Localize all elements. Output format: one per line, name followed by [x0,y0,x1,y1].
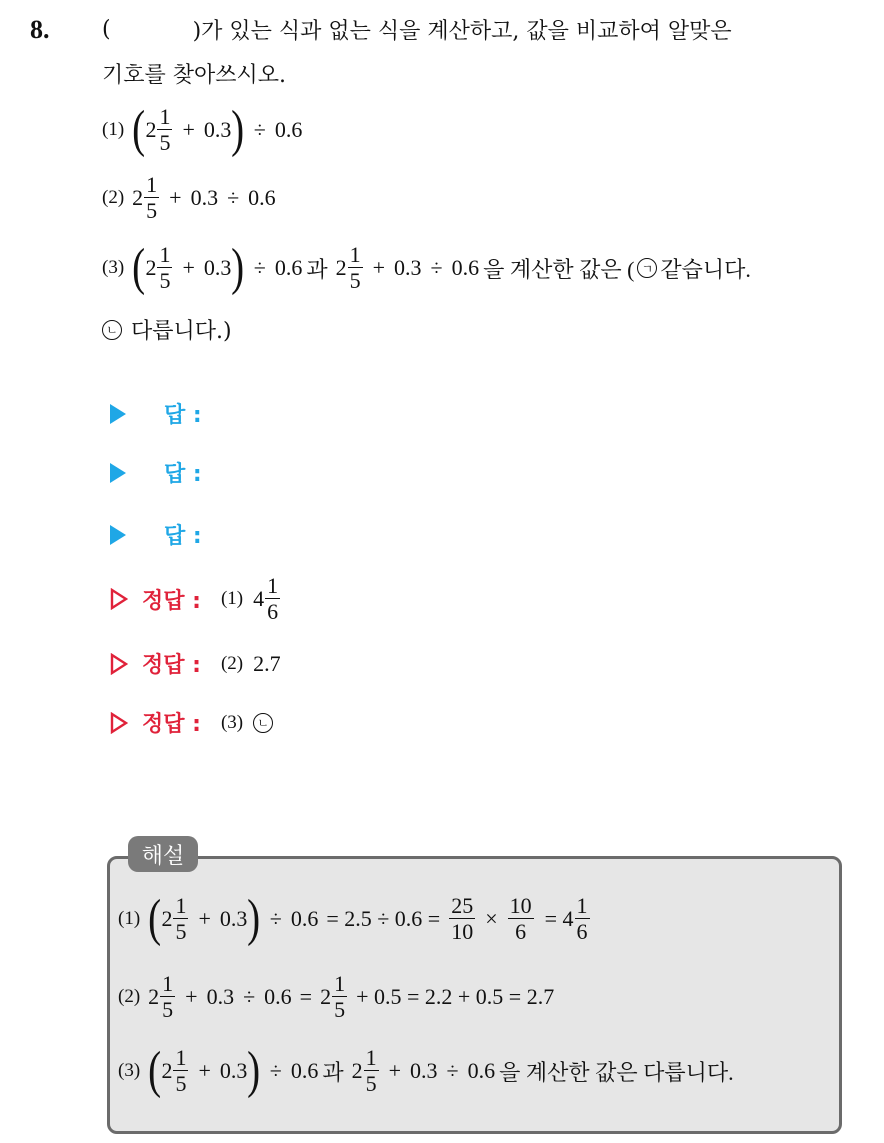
whole: 2 [132,185,144,210]
item-3-label: (3) [102,257,125,278]
numerator: 1 [349,242,361,267]
left-paren: ( [132,239,146,296]
solution-label: 정답 : [142,588,201,614]
div: ÷ [269,906,282,931]
eul-text: 을 계산한 값은 ( [483,256,635,282]
fraction [449,895,475,943]
solution-1 [110,573,281,625]
divisor: 0.6 [290,906,319,931]
problem-header [30,14,732,45]
solution-2-value: 2.7 [253,650,281,676]
answer-label: 답 : [164,462,202,487]
plus: + [182,117,195,142]
answer-blank-2 [110,457,202,488]
whole: 2 [145,117,157,142]
div: ÷ [446,1058,459,1083]
decimal: 0.3 [206,984,235,1009]
divisor: 0.6 [248,185,276,210]
divisor: 0.6 [290,1058,319,1083]
explanation-line-3 [118,1040,734,1102]
whole: 2 [320,984,332,1009]
decimal: 0.3 [190,185,219,210]
solution-1-whole: 4 [253,586,265,611]
fraction [157,106,172,154]
solution-label: 정답 : [142,653,201,678]
problem-line1: )가 있는 식과 없는 식을 계산하고, 값을 비교하여 알맞은 [192,19,732,44]
solution-label: 정답 : [142,712,201,737]
play-triangle-icon [110,525,126,545]
item-1-label: (1) [102,119,125,140]
numerator: 1 [334,971,346,996]
play-triangle-icon [110,404,126,424]
whole: 2 [351,1058,363,1083]
right-paren: ) [247,890,261,947]
denominator: 6 [515,919,527,944]
decimal: 0.3 [219,1058,248,1083]
denominator: 6 [576,919,588,944]
fraction [173,895,188,943]
item-3-continuation [102,314,232,345]
equals: = [299,984,313,1009]
answer-blank-1 [110,398,202,429]
left-paren: ( [148,890,162,947]
solution-3 [110,707,276,738]
fraction [508,895,534,943]
div: ÷ [253,255,266,280]
problem-number: 8. [30,14,50,44]
outline-triangle-icon [110,588,128,610]
outline-triangle-icon [110,653,128,675]
whole: 2 [335,255,347,280]
numerator: 1 [162,971,174,996]
equation-part: = 4 [544,906,574,931]
numerator: 25 [451,893,474,918]
answer-label: 답 : [164,403,202,428]
line-label: (2) [118,986,141,1007]
item-2 [102,168,276,228]
solution-2 [110,648,281,679]
fraction [144,174,159,222]
solution-2-label: (2) [220,652,244,674]
numerator: 10 [509,893,532,918]
denominator: 5 [175,1071,187,1096]
outline-triangle-icon [110,712,128,734]
whole: 2 [161,906,173,931]
numerator: 1 [576,893,588,918]
fraction [575,895,590,943]
fraction [348,244,363,292]
play-triangle-icon [110,463,126,483]
solution-3-label: (3) [220,711,244,733]
conclusion-text: 을 계산한 값은 다릅니다. [499,1059,734,1085]
denominator: 5 [365,1071,377,1096]
choice1-text: 같습니다. [660,256,751,282]
denominator: 6 [267,599,279,624]
decimal: 0.3 [203,255,232,280]
decimal: 0.3 [394,255,422,280]
fraction [173,1047,188,1095]
circled-nieun-icon: ㄴ [102,320,122,340]
div: ÷ [243,984,256,1009]
numerator: 1 [175,893,187,918]
denominator: 5 [349,268,361,293]
divisor: 0.6 [451,255,480,280]
answer-label: 답 : [164,524,202,549]
right-paren: ) [247,1042,261,1099]
fraction [332,973,347,1021]
explanation-line-2 [118,966,554,1028]
numerator: 1 [175,1045,187,1070]
plus: + [182,255,195,280]
times: × [485,906,498,931]
circled-giyeok-icon: ㄱ [637,258,657,278]
item-1 [102,100,302,160]
equation-part: = 2.5 ÷ 0.6 = [326,906,441,931]
divisor: 0.6 [467,1058,496,1083]
line-label: (3) [118,1060,141,1081]
numerator: 1 [267,573,279,598]
numerator: 1 [146,172,158,197]
right-paren: ) [231,239,245,296]
plus: + [185,984,198,1009]
fraction [157,244,172,292]
decimal: 0.3 [219,906,248,931]
denominator: 5 [175,919,187,944]
denominator: 5 [146,198,158,223]
equation-part: + 0.5 = 2.2 + 0.5 = 2.7 [356,984,555,1009]
numerator: 1 [159,242,171,267]
right-paren: ) [231,101,245,158]
div: ÷ [227,185,240,210]
circled-nieun-icon: ㄴ [253,713,273,733]
div: ÷ [253,117,266,142]
whole: 2 [145,255,157,280]
item-2-label: (2) [102,187,125,208]
problem-line2: 기호를 찾아쓰시오. [102,63,287,88]
divisor: 0.6 [274,117,303,142]
denominator: 5 [159,130,171,155]
solution-1-label: (1) [220,588,244,609]
divisor: 0.6 [274,255,303,280]
denominator: 5 [159,268,171,293]
div: ÷ [269,1058,282,1083]
divisor: 0.6 [264,984,292,1009]
explanation-tab: 해설 [128,836,198,872]
denominator: 5 [334,997,346,1022]
denominator: 5 [162,997,174,1022]
item-3 [102,238,751,298]
and-text: 과 [306,256,328,282]
whole: 2 [161,1058,173,1083]
denominator: 10 [451,919,474,944]
plus: + [388,1058,401,1083]
numerator: 1 [159,104,171,129]
open-paren: ( [102,17,111,42]
solution-1-fraction [265,575,280,623]
decimal: 0.3 [410,1058,438,1083]
plus: + [372,255,385,280]
line-label: (1) [118,908,141,929]
decimal: 0.3 [203,117,232,142]
whole: 2 [148,984,160,1009]
plus: + [198,906,211,931]
choice2-text: 다릅니다.) [131,319,232,344]
answer-blank-3 [110,519,202,550]
numerator: 1 [365,1045,377,1070]
plus: + [198,1058,211,1083]
left-paren: ( [132,101,146,158]
plus: + [169,185,182,210]
left-paren: ( [148,1042,162,1099]
div: ÷ [430,255,443,280]
fraction [160,973,175,1021]
and-text: 과 [322,1059,344,1085]
explanation-line-1 [118,888,591,950]
fraction [364,1047,379,1095]
